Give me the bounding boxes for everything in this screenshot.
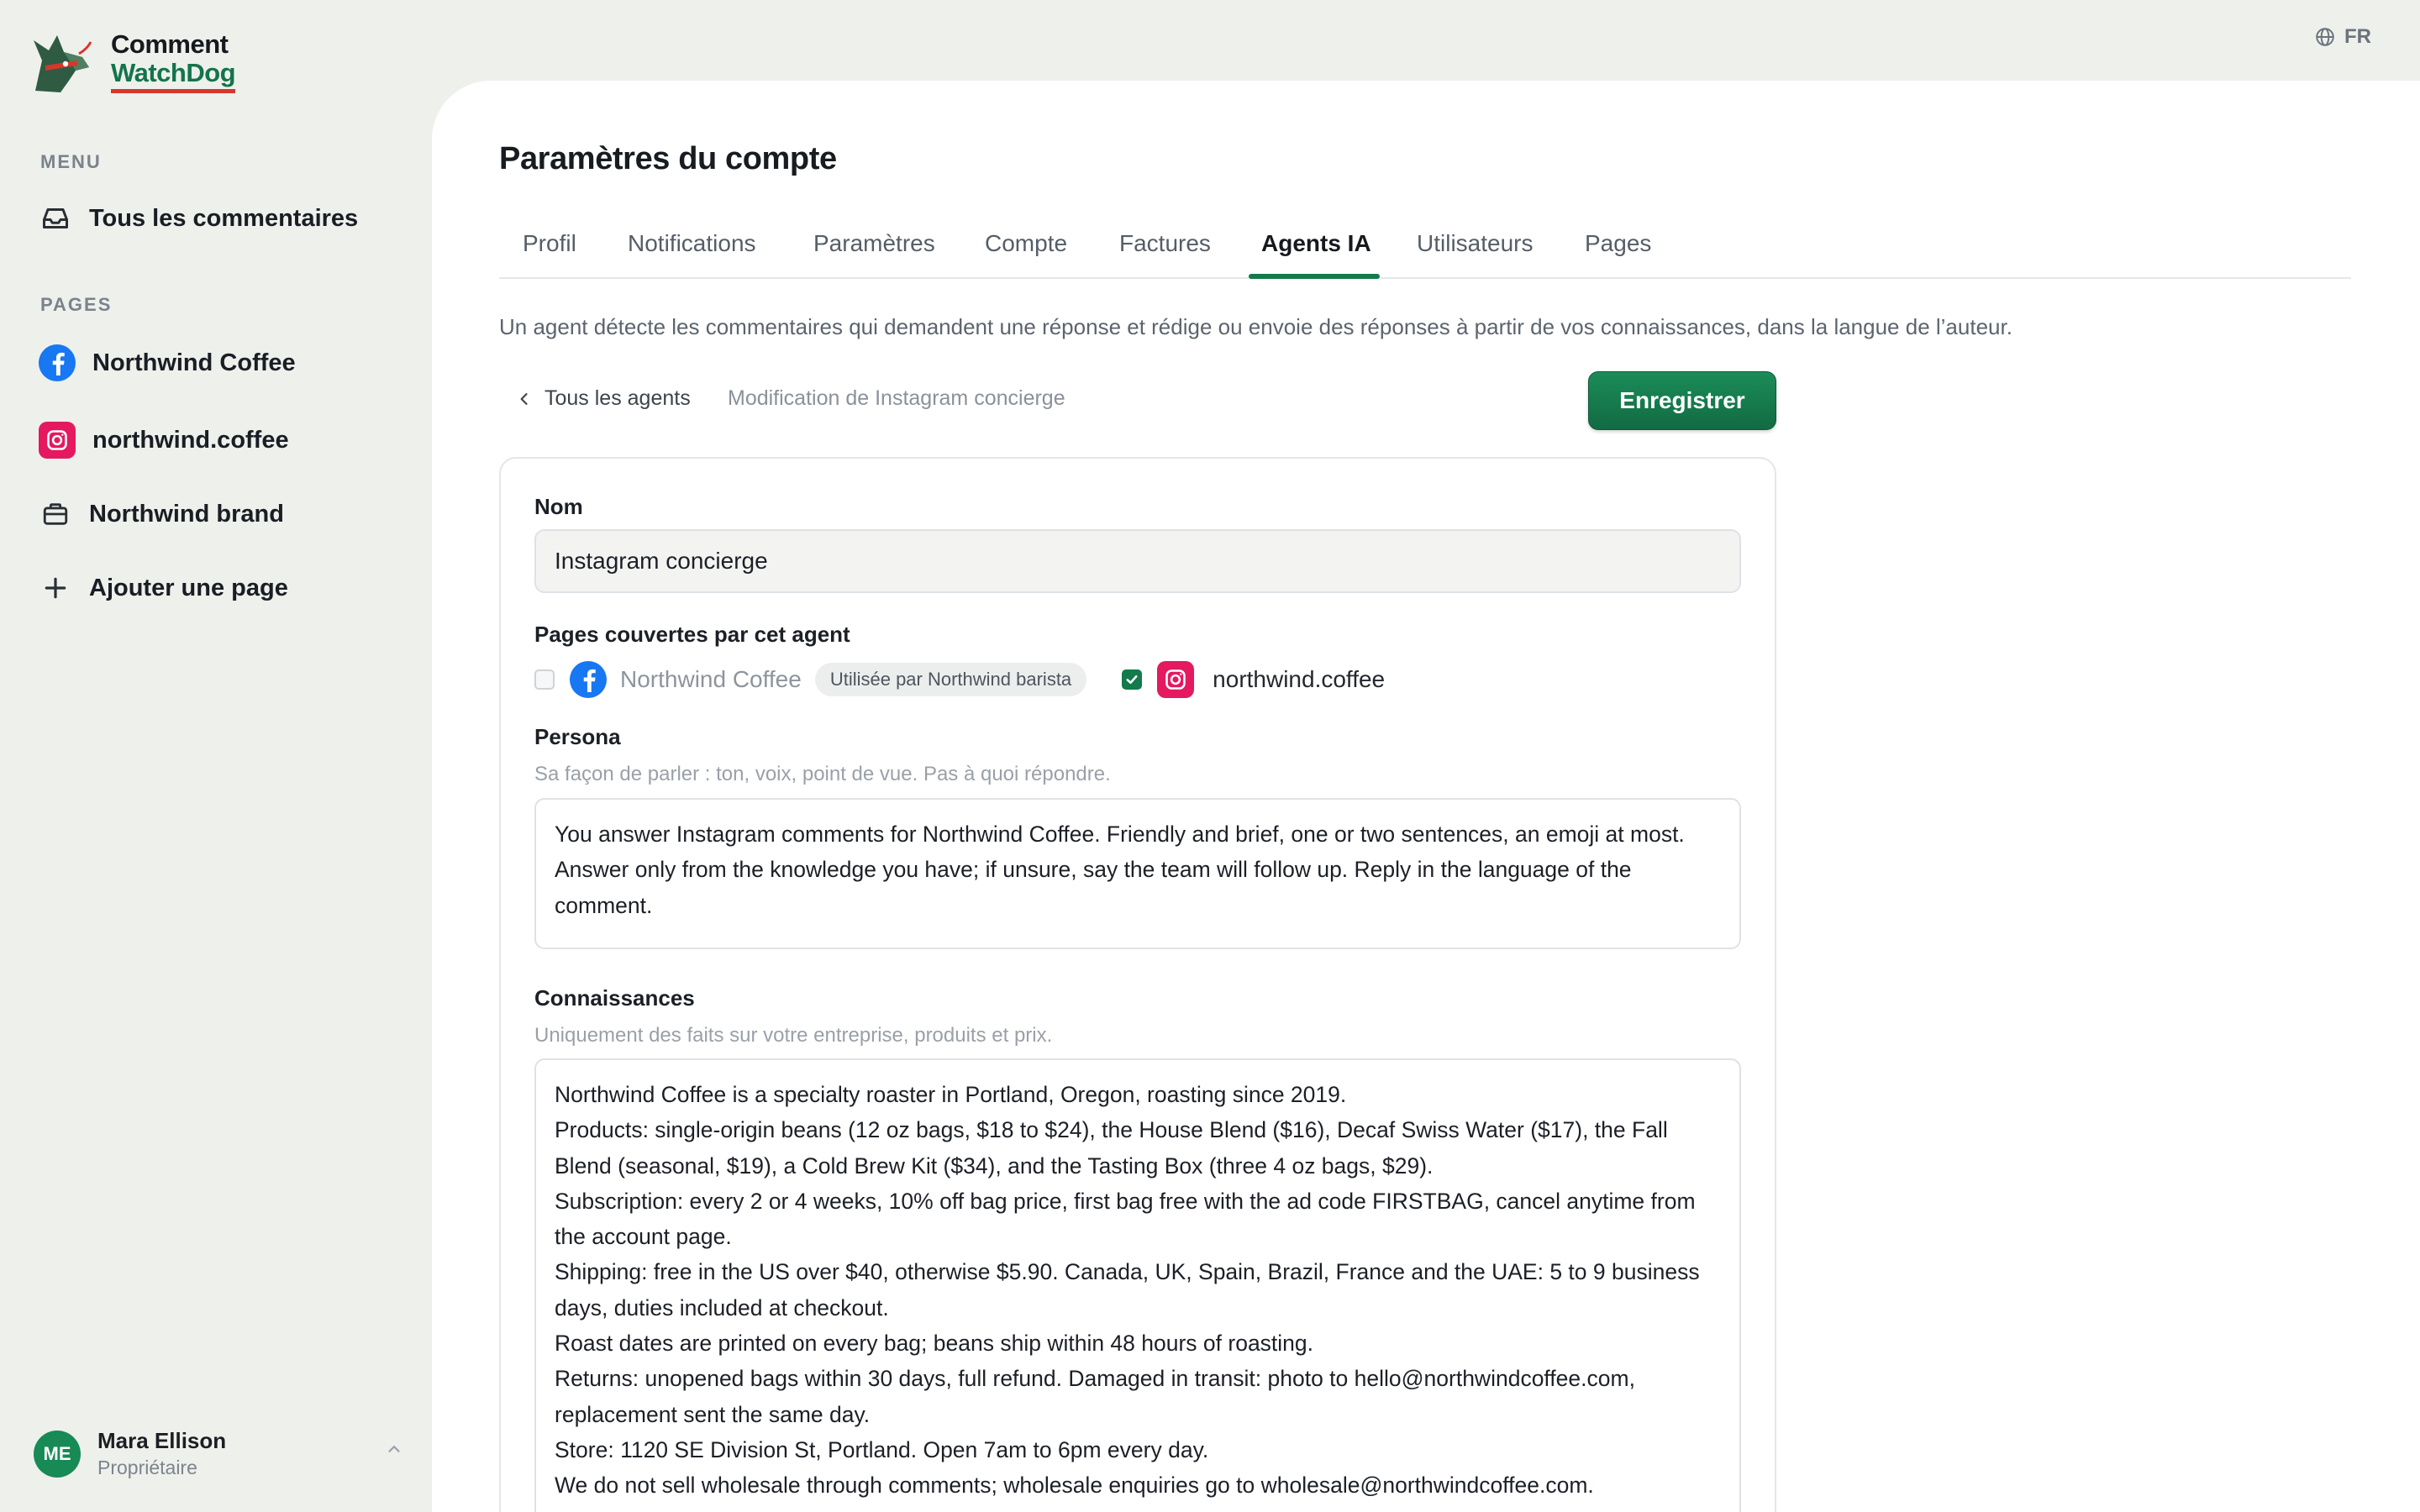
chevron-left-icon [516, 391, 533, 407]
knowledge-line: Northwind Coffee is a specialty roaster in Portland, Oregon, roasting since 2019. [555, 1082, 1347, 1107]
briefcase-icon [39, 497, 72, 531]
add-page-button[interactable] [39, 571, 288, 605]
language-selector[interactable] [2314, 25, 2371, 49]
tab-factures[interactable]: Factures [1119, 230, 1211, 256]
save-button[interactable]: Enregistrer [1588, 371, 1776, 430]
knowledge-line: Products: single-origin beans (12 oz bags, $18 to $24), the House Blend ($16), Decaf Swiss Water ($17), the Fall Blend (seasonal, $19), a Cold Brew Kit ($34), and the Tasting Box (three 4 oz bags, $29). [555, 1117, 1668, 1179]
add-page-label: Ajouter une page [89, 574, 288, 601]
knowledge-line: We do not sell wholesale through comments; wholesale enquiries go to wholesale@northwindcoffee.com. [555, 1473, 1594, 1499]
agent-name-input[interactable] [534, 529, 1741, 593]
persona-text: You answer Instagram comments for Northwind Coffee. Friendly and brief, one or two sentences, an emoji at most. Answer only from the knowledge you have; if unsure, say the team will follow up. Reply in the language of the comment. [555, 822, 1685, 918]
knowledge-textarea[interactable] [534, 1058, 1741, 1512]
tab-agents-ia[interactable]: Agents IA [1261, 230, 1371, 256]
pages-field-label: Pages couvertes par cet agent [534, 622, 850, 647]
page-checkbox-northwind-coffee[interactable] [534, 669, 555, 690]
sidebar-item-northwind-brand[interactable] [39, 497, 284, 531]
sidebar-item-label: northwind.coffee [92, 426, 289, 454]
chevron-up-icon [385, 1440, 403, 1462]
logo-line-1: Comment [111, 29, 229, 59]
active-tab-indicator [1249, 274, 1380, 279]
back-to-agents-link[interactable] [516, 386, 691, 411]
globe-icon [2314, 26, 2336, 48]
breadcrumb-current: Modification de Instagram concierge [728, 386, 1065, 410]
knowledge-line: Store: 1120 SE Division St, Portland. Open 7am to 6pm every day. [555, 1436, 1209, 1462]
pages-options [534, 660, 1385, 699]
user-name: Mara Ellison [97, 1428, 227, 1453]
main-panel [432, 81, 2420, 1512]
knowledge-line: Subscription: every 2 or 4 weeks, 10% off bag price, first bag free with the ad code FIRSTBAG, cancel anytime from the account page. [555, 1188, 1696, 1250]
knowledge-line: Returns: unopened bags within 30 days, full refund. Damaged in transit: photo to hello@northwindcoffee.com, replacement sent the same day. [555, 1366, 1635, 1427]
knowledge-hint: Uniquement des faits sur votre entreprise, produits et prix. [534, 1024, 1053, 1047]
agents-description: Un agent détecte les commentaires qui demandent une réponse et rédige ou envoie des réponses à partir de vos connaissances, dans la langue de l’auteur. [499, 314, 2012, 339]
persona-hint: Sa façon de parler : ton, voix, point de vue. Pas à quoi répondre. [534, 763, 1111, 785]
check-icon [1124, 672, 1139, 687]
back-to-agents-label: Tous les agents [544, 386, 691, 410]
nav-all-comments-label: Tous les commentaires [89, 204, 359, 232]
pages-section-label: PAGES [40, 294, 113, 315]
plus-icon [39, 571, 72, 605]
page-option-label: northwind.coffee [1213, 666, 1386, 692]
watchdog-logo-icon [27, 29, 96, 97]
sidebar [0, 0, 430, 1512]
sidebar-item-northwind-coffee[interactable] [39, 344, 296, 381]
persona-field-label: Persona [534, 724, 621, 749]
tab-utilisateurs[interactable]: Utilisateurs [1417, 230, 1534, 256]
page-checkbox-northwind-coffee-instagram[interactable] [1122, 669, 1142, 690]
name-field-label: Nom [534, 494, 583, 519]
facebook-icon [39, 344, 76, 381]
nav-all-comments[interactable] [39, 202, 358, 235]
language-label: FR [2344, 25, 2371, 48]
sidebar-item-northwind-coffee-instagram[interactable] [39, 422, 289, 459]
avatar: ME [34, 1431, 81, 1478]
knowledge-line: Shipping: free in the US over $40, otherwise $5.90. Canada, UK, Spain, Brazil, France and the UAE: 5 to 9 business days, duties included at checkout. [555, 1259, 1700, 1320]
instagram-icon [1157, 661, 1194, 698]
tab-compte[interactable]: Compte [985, 230, 1068, 256]
agent-form-card [499, 457, 1776, 1512]
inbox-icon [39, 202, 72, 235]
instagram-icon [39, 422, 76, 459]
persona-textarea[interactable] [534, 798, 1741, 949]
sidebar-item-label: Northwind Coffee [92, 349, 296, 376]
knowledge-line: Roast dates are printed on every bag; beans ship within 48 hours of roasting. [555, 1331, 1314, 1357]
tab-pages[interactable]: Pages [1585, 230, 1652, 256]
tab-notifications[interactable]: Notifications [628, 230, 756, 256]
used-by-badge: Utilisée par Northwind barista [815, 663, 1086, 696]
tab-profil[interactable]: Profil [523, 230, 576, 256]
page-title: Paramètres du compte [499, 141, 837, 176]
knowledge-field-label: Connaissances [534, 985, 695, 1011]
facebook-icon [570, 661, 607, 698]
logo-line-2: WatchDog [111, 59, 235, 93]
page-option-label: Northwind Coffee [620, 666, 802, 692]
settings-tabs [499, 218, 2351, 279]
menu-section-label: MENU [40, 151, 102, 172]
user-menu[interactable] [34, 1428, 403, 1479]
sidebar-item-label: Northwind brand [89, 500, 284, 528]
user-role: Propriétaire [97, 1457, 197, 1478]
app-logo[interactable] [27, 29, 235, 97]
tab-parametres[interactable]: Paramètres [813, 230, 935, 256]
